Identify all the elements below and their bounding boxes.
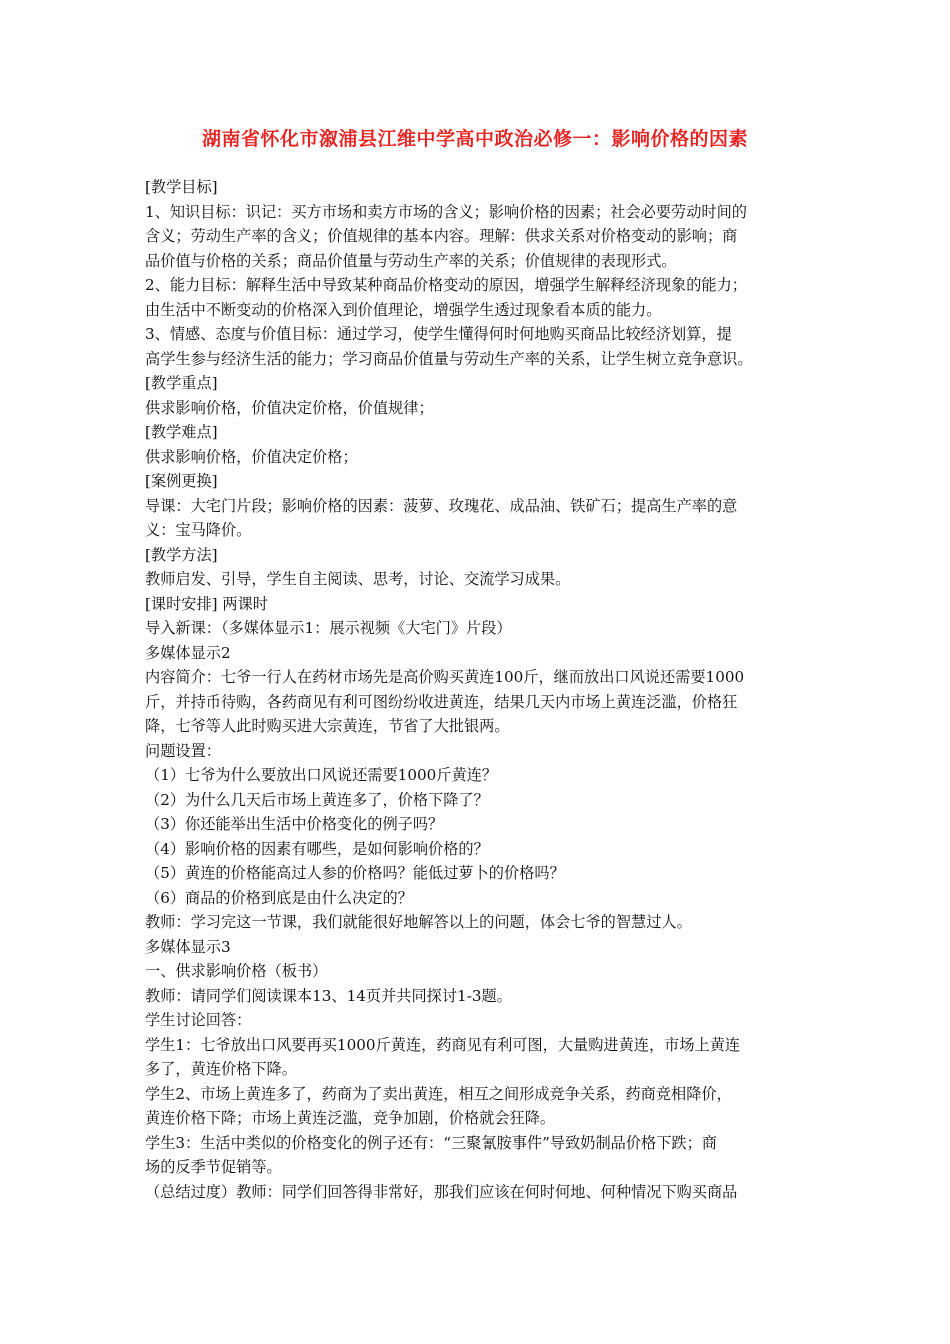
text-line: 由生活中不断变动的价格深入到价值理论，增强学生透过现象看本质的能力。 <box>145 300 662 319</box>
text-line: 内容简介：七爷一行人在药材市场先是高价购买黄连100斤，继而放出口风说还需要1000 <box>145 668 745 686</box>
text-line: 降，七爷等人此时购买进大宗黄连，节省了大批银两。 <box>145 717 510 735</box>
text-line: [教学方法] <box>145 545 218 564</box>
text-line: 黄连价格下降；市场上黄连泛滥，竞争加剧，价格就会狂降。 <box>145 1109 556 1127</box>
text-line: 含义；劳动生产率的含义；价值规律的基本内容。理解：供求关系对价格变动的影响；商 <box>145 227 738 245</box>
text-line: 斤，并持币待购，各药商见有利可图纷纷收进黄连，结果几天内市场上黄连泛滥，价格狂 <box>145 692 738 711</box>
text-line: 2、能力目标：解释生活中导致某种商品价格变动的原因，增强学生解释经济现象的能力； <box>145 276 747 294</box>
text-line: （5）黄连的价格能高过人参的价格吗？能低过萝卜的价格吗？ <box>145 864 565 882</box>
text-line: 1、知识目标：识记：买方市场和卖方市场的含义；影响价格的因素；社会必要劳动时间的 <box>145 202 747 221</box>
text-line: [案例更换] <box>145 472 218 490</box>
text-line: 学生2、市场上黄连多了，药商为了卖出黄连，相互之间形成竞争关系，药商竞相降价， <box>145 1084 732 1103</box>
text-line: （4）影响价格的因素有哪些，是如何影响价格的？ <box>145 839 489 858</box>
text-line: （1）七爷为什么要放出口风说还需要1000斤黄连？ <box>145 766 498 784</box>
text-line: 一、供求影响价格（板书） <box>145 962 328 980</box>
text-line: 供求影响价格，价值决定价格； <box>145 447 358 466</box>
text-line: 场的反季节促销等。 <box>145 1158 282 1176</box>
text-line: 3、情感、态度与价值目标：通过学习，使学生懂得何时何地购买商品比较经济划算，提 <box>145 325 732 343</box>
text-line: 问题设置： <box>145 741 221 760</box>
text-line: （6）商品的价格到底是由什么决定的？ <box>145 888 413 907</box>
text-line: 学生讨论回答： <box>145 1011 252 1029</box>
text-line: 导课：大宅门片段；影响价格的因素：菠萝、玫瑰花、成品油、铁矿石；提高生产率的意 <box>145 496 738 515</box>
text-line: [教学重点] <box>145 374 218 392</box>
text-line: 品价值与价格的关系；商品价值量与劳动生产率的关系；价值规律的表现形式。 <box>145 251 677 270</box>
text-line: 多媒体显示3 <box>145 937 231 956</box>
text-line: 义：宝马降价。 <box>145 521 252 539</box>
text-line: 教师：请同学们阅读课本13、14页并共同探讨1-3题。 <box>145 986 512 1005</box>
text-line: 供求影响价格，价值决定价格，价值规律； <box>145 398 434 417</box>
document-title: 湖南省怀化市溆浦县江维中学高中政治必修一：影响价格的因素 <box>201 128 748 150</box>
text-line: 多媒体显示2 <box>145 643 231 662</box>
text-line: （2）为什么几天后市场上黄连多了，价格下降了？ <box>145 790 489 809</box>
document-body <box>145 175 807 1204</box>
text-line: 学生3：生活中类似的价格变化的例子还有：“三聚氰胺事件”导致奶制品价格下跌；商 <box>145 1133 717 1152</box>
text-line: [课时安排] 两课时 <box>145 594 268 613</box>
text-line: 教师启发、引导，学生自主阅读、思考，讨论、交流学习成果。 <box>145 570 571 588</box>
text-line: 多了，黄连价格下降。 <box>145 1060 297 1078</box>
text-line: 学生1：七爷放出口风要再买1000斤黄连，药商见有利可图，大量购进黄连，市场上黄连 <box>145 1035 741 1054</box>
text-line: 导入新课：（多媒体显示1：展示视频《大宅门》片段） <box>145 619 512 637</box>
text-line: [教学目标] <box>145 178 218 196</box>
text-line: [教学难点] <box>145 423 218 441</box>
text-line: （3）你还能举出生活中价格变化的例子吗？ <box>145 815 444 833</box>
text-line: 高学生参与经济生活的能力；学习商品价值量与劳动生产率的关系，让学生树立竞争意识。 <box>145 349 753 368</box>
text-line: （总结过度）教师：同学们回答得非常好，那我们应该在何时何地、何种情况下购买商品 <box>145 1182 738 1201</box>
text-line: 教师：学习完这一节课，我们就能很好地解答以上的问题，体会七爷的智慧过人。 <box>145 913 692 931</box>
